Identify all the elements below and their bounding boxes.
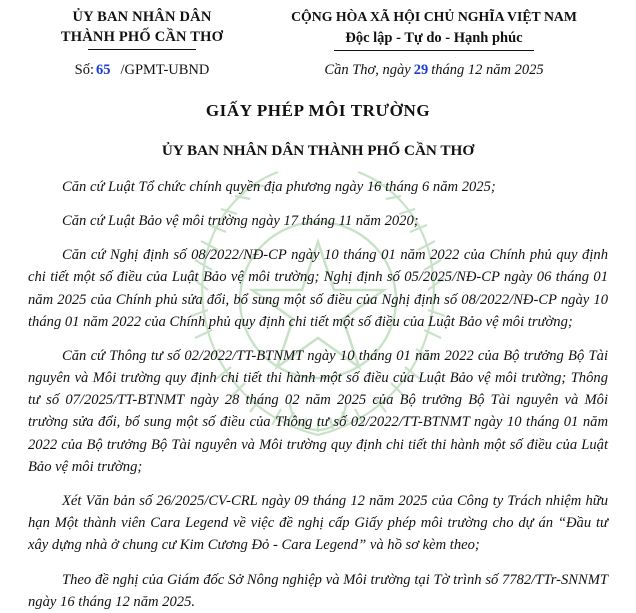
document-body <box>26 176 610 613</box>
national-heading <box>258 8 610 51</box>
org-name-line1: ỦY BAN NHÂN DÂN <box>72 9 212 25</box>
date-day: 29 <box>413 61 429 78</box>
motto-divider <box>334 50 534 51</box>
paragraph: Căn cứ Luật Bảo vệ môi trường ngày 17 tháng 11 năm 2020; <box>62 213 419 230</box>
document-subtitle: ỦY BAN NHÂN DÂN THÀNH PHỐ CẦN THƠ <box>161 141 475 159</box>
number-value: 65 <box>95 61 111 78</box>
paragraph: Căn cứ Thông tư số 02/2022/TT-BTNMT ngày 10 tháng 01 năm 2022 của Bộ trưởng Bộ Tài nguyên và Môi trường quy định chi tiết thi hành một số điều của Luật Bảo vệ môi trường; Thông tư số 07/2025/TT-BTNMT ngày 28 tháng 02 năm 2025 của Bộ trưởng Bộ Tài nguyên và Môi trường sửa đổi, bổ sung một số điều của Thông tư số 02/2022/TT-BTNMT ngày 10 tháng 01 năm 2022 của Bộ trưởng Bộ Tài nguyên và Môi trường quy định chi tiết thi hành một số điều của Luật Bảo vệ môi trường; <box>28 347 608 475</box>
number-label: Số: <box>74 61 94 78</box>
national-motto: Độc lập - Tự do - Hạnh phúc <box>345 29 523 46</box>
issuing-authority <box>26 8 258 50</box>
number-suffix: /GPMT-UBND <box>120 61 210 78</box>
document-title: GIẤY PHÉP MÔI TRƯỜNG <box>205 100 431 120</box>
org-name-line2: THÀNH PHỐ CẦN THƠ <box>60 28 224 45</box>
paragraph: Xét Văn bản số 26/2025/CV-CRL ngày 09 tháng 12 năm 2025 của Công ty Trách nhiệm hữu hạn Một thành viên Cara Legend về việc đề nghị cấp Giấy phép môi trường cho dự án “Đầu tư xây dựng nhà ở chung cư Kim Cương Đỏ - Cara Legend” và hồ sơ kèm theo; <box>28 492 608 554</box>
date-middle: tháng 12 năm 2025 <box>431 61 544 78</box>
document-number <box>26 62 258 79</box>
paragraph: Theo đề nghị của Giám đốc Sở Nông nghiệp và Môi trường tại Tờ trình số 7782/TTr-SNNMT ngày 16 tháng 12 năm 2025. <box>28 571 608 610</box>
date-prefix: Cần Thơ, ngày <box>324 61 411 78</box>
document-date <box>258 62 610 79</box>
document-content <box>26 8 610 613</box>
national-name: CỘNG HÒA XÃ HỘI CHỦ NGHĨA VIỆT NAM <box>291 9 577 24</box>
document-meta-row <box>26 62 610 79</box>
authority-divider <box>88 49 196 50</box>
paragraph: Căn cứ Luật Tổ chức chính quyền địa phương ngày 16 tháng 6 năm 2025; <box>62 178 496 195</box>
document-header <box>26 8 610 51</box>
paragraph: Căn cứ Nghị định số 08/2022/NĐ-CP ngày 10 tháng 01 năm 2022 của Chính phủ quy định chi tiết một số điều của Luật Bảo vệ môi trường; Nghị định số 05/2025/NĐ-CP ngày 06 tháng 01 năm 2025 của Chính phủ sửa đổi, bổ sung một số điều của Nghị định số 08/2022/NĐ-CP ngày 10 tháng 01 năm 2022 của Chính phủ quy định chi tiết một số điều của Luật Bảo vệ môi trường; <box>28 247 608 330</box>
